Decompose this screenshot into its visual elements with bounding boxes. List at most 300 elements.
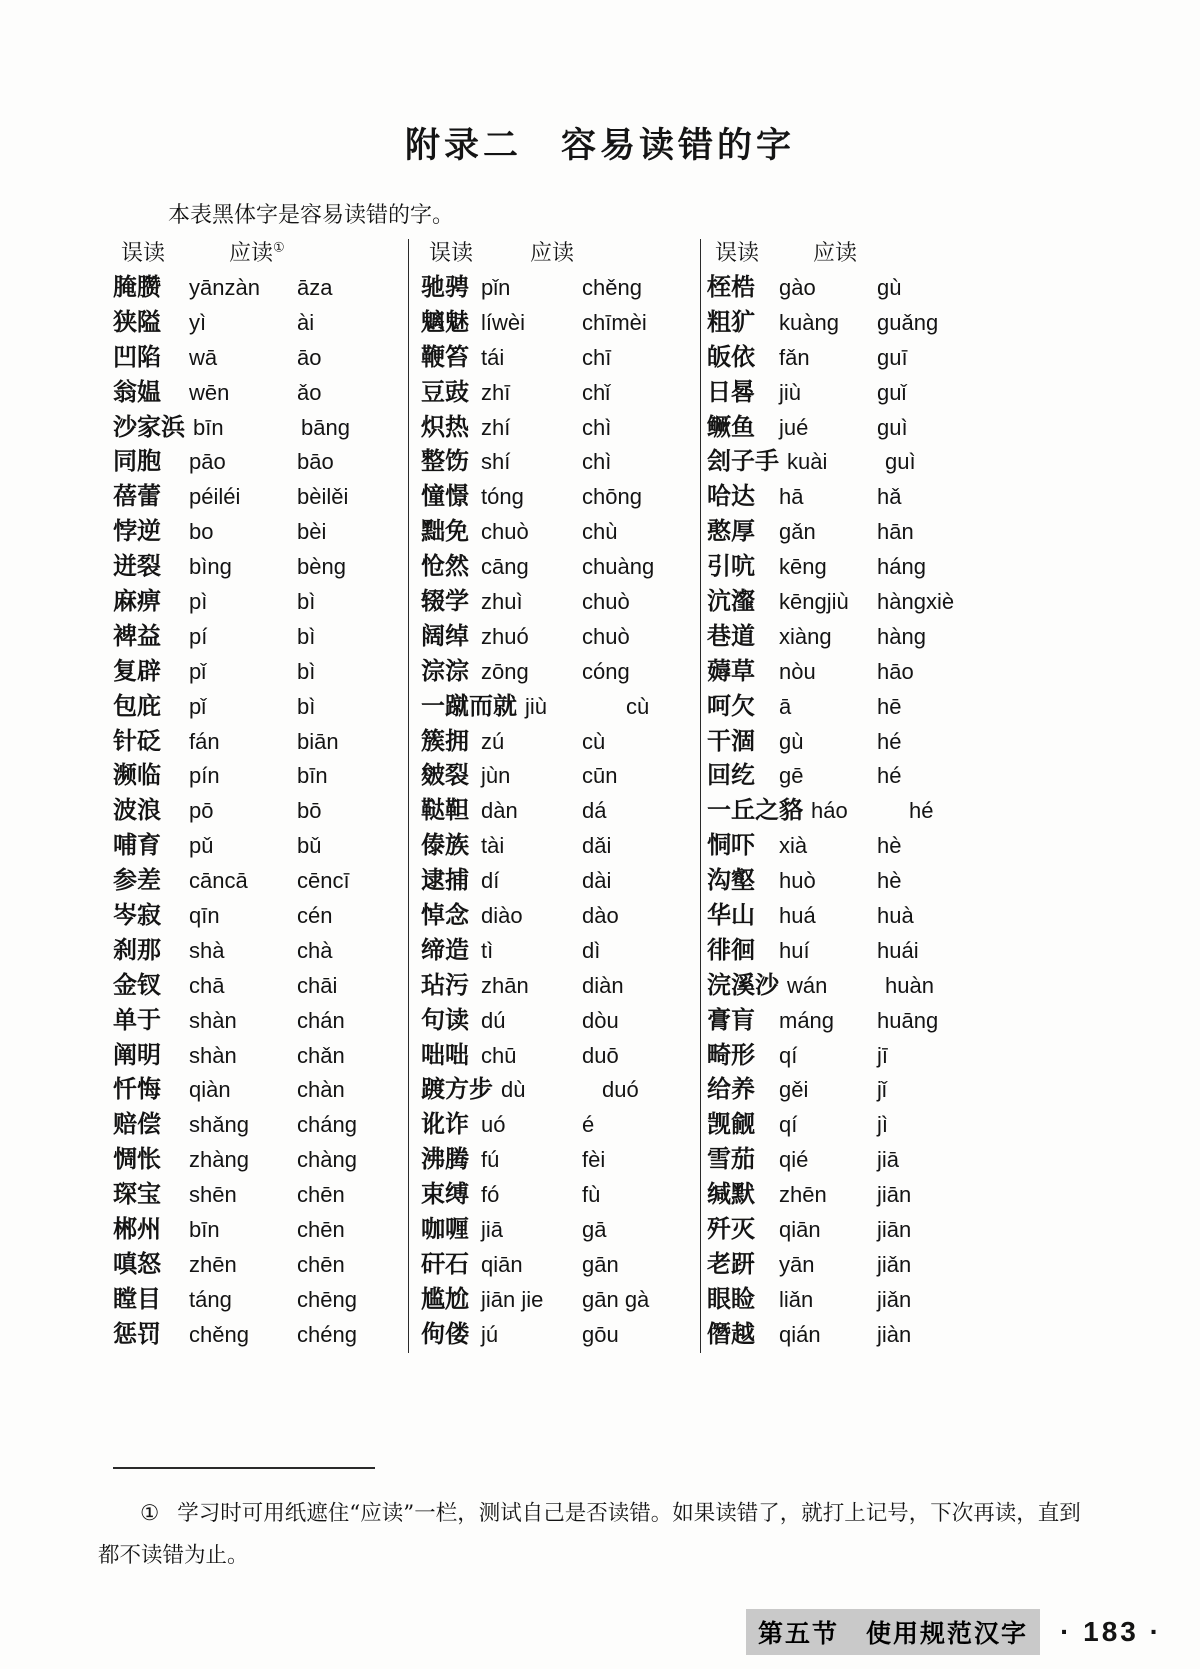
misread-pinyin: cāng (481, 554, 529, 580)
table-row (421, 1178, 700, 1213)
misread-pinyin: dàn (481, 798, 518, 824)
misread-pinyin: wā (189, 344, 218, 370)
hanzi-word: 刹那 (113, 936, 161, 964)
misread-pinyin: jiān jie (481, 1286, 544, 1312)
hanzi-word: 沸腾 (421, 1146, 469, 1174)
intro-note: 本表黑体字是容易读错的字。 (168, 203, 455, 228)
misread-pinyin: háo (811, 798, 848, 824)
correct-pinyin: chǎn (297, 1042, 345, 1068)
table-row (113, 1178, 408, 1213)
misread-header: 误读 (429, 241, 474, 266)
hanzi-word: 悖逆 (113, 518, 161, 546)
misread-pinyin: shǎng (189, 1112, 249, 1138)
misread-pinyin: gǎn (779, 519, 816, 545)
table-row (421, 1004, 700, 1039)
misread-pinyin: jùn (481, 763, 511, 789)
table-row (707, 1178, 1180, 1213)
hanzi-word: 整饬 (421, 448, 469, 476)
table-row (707, 1143, 1180, 1178)
correct-pinyin: chāi (297, 972, 338, 998)
correct-pinyin: bèilěi (297, 484, 349, 510)
hanzi-word: 华山 (707, 902, 755, 930)
correct-header: 应读 (813, 241, 858, 266)
hanzi-word: 阔绰 (421, 622, 469, 650)
table-row (421, 1143, 700, 1178)
table-row (421, 1213, 700, 1248)
misread-pinyin: hā (779, 484, 804, 510)
correct-pinyin: diàn (582, 972, 624, 998)
misread-pinyin: zhí (481, 414, 511, 440)
misread-pinyin: nòu (779, 658, 816, 684)
correct-pinyin: hè (877, 868, 902, 894)
hanzi-word: 鳜鱼 (707, 413, 755, 441)
section-badge: 第五节 使用规范汉字 (746, 1609, 1040, 1655)
table-row (113, 794, 408, 829)
hanzi-word: 郴州 (113, 1216, 161, 1244)
correct-pinyin: cù (626, 693, 650, 719)
misread-pinyin: uó (481, 1112, 506, 1138)
misread-pinyin: tài (481, 833, 505, 859)
misread-pinyin: chěng (189, 1321, 249, 1347)
table-row (707, 864, 1180, 899)
table-row (113, 341, 408, 376)
hanzi-word: 膏肓 (707, 1006, 755, 1034)
hanzi-word: 琛宝 (113, 1181, 161, 1209)
table-row (421, 1318, 700, 1353)
misread-pinyin: huá (779, 903, 816, 929)
hanzi-word: 缄默 (707, 1181, 755, 1209)
correct-pinyin: bèi (297, 519, 327, 545)
misread-pinyin: pǐ (189, 693, 207, 719)
correct-pinyin: bì (297, 693, 316, 719)
table-row (707, 1248, 1180, 1283)
correct-pinyin: biān (297, 728, 339, 754)
misread-pinyin: bìng (189, 554, 232, 580)
table-row (421, 1039, 700, 1074)
table-row (113, 864, 408, 899)
table-row (113, 655, 408, 690)
pronunciation-table (113, 239, 1200, 1353)
correct-pinyin: huāng (877, 1007, 939, 1033)
footnote-divider (113, 1467, 375, 1470)
misread-pinyin: jú (481, 1321, 499, 1347)
table-row (421, 585, 700, 620)
page-footer (746, 1609, 1162, 1655)
misread-pinyin: pǐ (189, 658, 207, 684)
misread-pinyin: gù (779, 728, 804, 754)
correct-pinyin: dǎi (582, 833, 612, 859)
footnote-ref-marker: ① (273, 240, 285, 256)
correct-pinyin: hǎ (877, 484, 902, 510)
correct-pinyin: chà (297, 937, 333, 963)
hanzi-word: 佝偻 (421, 1320, 469, 1348)
correct-pinyin: chēn (297, 1182, 345, 1208)
hanzi-word: 干涸 (707, 727, 755, 755)
footnote-marker: ① (140, 1501, 160, 1527)
hanzi-word: 畸形 (707, 1041, 755, 1069)
hanzi-word: 矸石 (421, 1250, 469, 1278)
hanzi-word: 针砭 (113, 727, 161, 755)
hanzi-word: 傣族 (421, 832, 469, 860)
misread-pinyin: pín (189, 763, 220, 789)
page-number: · 183 · (1060, 1616, 1162, 1647)
hanzi-word: 哈达 (707, 483, 755, 511)
table-row (113, 306, 408, 341)
correct-pinyin: chī (582, 344, 612, 370)
hanzi-word: 眼睑 (707, 1285, 755, 1313)
misread-header: 误读 (121, 241, 166, 266)
hanzi-word: 逮捕 (421, 867, 469, 895)
correct-pinyin: cù (582, 728, 606, 754)
hanzi-word: 麻痹 (113, 588, 161, 616)
misread-pinyin: cāncā (189, 868, 248, 894)
misread-pinyin: zú (481, 728, 505, 754)
hanzi-word: 蓓蕾 (113, 483, 161, 511)
correct-pinyin: bīn (297, 763, 328, 789)
table-row (113, 445, 408, 480)
table-row (707, 341, 1180, 376)
correct-pinyin: é (582, 1112, 595, 1138)
hanzi-word: 炽热 (421, 413, 469, 441)
correct-pinyin: hàngxiè (877, 589, 955, 615)
correct-pinyin: bì (297, 589, 316, 615)
correct-pinyin: chì (582, 449, 612, 475)
column-header (113, 239, 408, 269)
misread-pinyin: fǎn (779, 344, 810, 370)
table-row (421, 725, 700, 760)
table-row (113, 759, 408, 794)
misread-pinyin: xiàng (779, 623, 832, 649)
correct-pinyin: chǐ (582, 379, 611, 405)
hanzi-word: 回纥 (707, 762, 755, 790)
hanzi-word: 薅草 (707, 657, 755, 685)
hanzi-word: 桎梏 (707, 274, 755, 301)
hanzi-word: 辍学 (421, 588, 469, 616)
table-row (707, 1073, 1180, 1108)
misread-pinyin: zhān (481, 972, 529, 998)
correct-pinyin: jiān (877, 1182, 912, 1208)
hanzi-word: 皴裂 (421, 762, 469, 790)
misread-pinyin: wán (787, 972, 828, 998)
correct-pinyin: bèng (297, 554, 346, 580)
table-row (113, 934, 408, 969)
correct-pinyin: chěng (582, 275, 642, 300)
hanzi-word: 粗犷 (707, 308, 755, 336)
correct-pinyin: hàng (877, 623, 926, 649)
correct-pinyin: chán (297, 1007, 345, 1033)
correct-pinyin: chōng (582, 484, 642, 510)
table-row (421, 306, 700, 341)
misread-pinyin: dí (481, 868, 500, 894)
misread-pinyin: pō (189, 798, 214, 824)
correct-pinyin: jiān (877, 1217, 912, 1243)
hanzi-word: 束缚 (421, 1181, 469, 1209)
correct-pinyin: bì (297, 623, 316, 649)
misread-pinyin: zhàng (189, 1147, 249, 1173)
hanzi-word: 给养 (707, 1076, 755, 1104)
table-row (707, 1108, 1180, 1143)
correct-pinyin: dá (582, 798, 607, 824)
hanzi-word: 狭隘 (113, 308, 161, 336)
correct-pinyin: hé (909, 798, 934, 824)
correct-pinyin: gōu (582, 1321, 619, 1347)
hanzi-word: 豆豉 (421, 378, 469, 406)
hanzi-word: 参差 (113, 867, 161, 895)
table-row (113, 1039, 408, 1074)
correct-pinyin: jiǎn (877, 1251, 912, 1277)
misread-pinyin: gěi (779, 1077, 809, 1103)
correct-pinyin: huàn (885, 972, 934, 998)
correct-pinyin: hè (877, 833, 902, 859)
hanzi-word: 阐明 (113, 1041, 161, 1069)
hanzi-word: 迸裂 (113, 553, 161, 581)
misread-pinyin: huí (779, 937, 810, 963)
table-row (707, 934, 1180, 969)
hanzi-word: 咖喱 (421, 1216, 469, 1244)
misread-pinyin: qīn (189, 903, 220, 929)
hanzi-word: 恫吓 (707, 832, 755, 860)
misread-pinyin: kēng (779, 554, 827, 580)
table-column-2 (408, 239, 700, 1353)
hanzi-word: 魑魅 (421, 308, 469, 336)
correct-pinyin: āza (297, 275, 333, 300)
hanzi-word: 浣溪沙 (707, 971, 779, 999)
hanzi-word: 同胞 (113, 448, 161, 476)
correct-pinyin: cūn (582, 763, 618, 789)
misread-pinyin: shàn (189, 1007, 237, 1033)
hanzi-word: 凹陷 (113, 343, 161, 371)
misread-pinyin: bo (189, 519, 214, 545)
misread-pinyin: gē (779, 763, 804, 789)
misread-pinyin: qiān (779, 1217, 821, 1243)
table-row (113, 899, 408, 934)
correct-pinyin: chì (582, 414, 612, 440)
correct-pinyin: jiàn (877, 1321, 912, 1347)
misread-pinyin: yān (779, 1251, 815, 1277)
table-row (707, 899, 1180, 934)
table-row (707, 794, 1180, 829)
hanzi-word: 复辟 (113, 657, 161, 685)
table-row (113, 1143, 408, 1178)
hanzi-word: 引吭 (707, 553, 755, 581)
table-row (113, 550, 408, 585)
table-row (113, 829, 408, 864)
correct-pinyin: cóng (582, 658, 630, 684)
table-row (707, 480, 1180, 515)
correct-pinyin: guī (877, 344, 908, 370)
misread-pinyin: bīn (189, 1217, 220, 1243)
table-row (421, 899, 700, 934)
hanzi-word: 一蹴而就 (421, 692, 517, 720)
correct-pinyin: bāo (297, 449, 334, 475)
table-row (707, 1318, 1180, 1353)
misread-pinyin: pǐn (481, 275, 511, 300)
hanzi-word: 歼灭 (707, 1216, 755, 1244)
hanzi-word: 徘徊 (707, 936, 755, 964)
table-row (113, 1073, 408, 1108)
correct-header: 应读 (530, 241, 575, 266)
table-row (113, 969, 408, 1004)
table-row (113, 1108, 408, 1143)
misread-pinyin: shēn (189, 1182, 237, 1208)
table-row (421, 655, 700, 690)
correct-pinyin: dào (582, 903, 619, 929)
misread-pinyin: qián (779, 1321, 821, 1347)
table-row (113, 1318, 408, 1353)
table-row (707, 725, 1180, 760)
hanzi-word: 皈依 (707, 343, 755, 371)
hanzi-word: 老趼 (707, 1250, 755, 1278)
misread-pinyin: qié (779, 1147, 809, 1173)
hanzi-word: 波浪 (113, 797, 161, 825)
correct-pinyin: fù (582, 1182, 601, 1208)
correct-pinyin: gān gà (582, 1286, 650, 1312)
misread-pinyin: fó (481, 1182, 500, 1208)
hanzi-word: 踱方步 (421, 1076, 493, 1104)
misread-pinyin: zhuó (481, 623, 529, 649)
misread-header: 误读 (715, 241, 760, 266)
correct-pinyin: chēn (297, 1217, 345, 1243)
correct-pinyin: dài (582, 868, 612, 894)
hanzi-word: 濒临 (113, 762, 161, 790)
misread-pinyin: dù (501, 1077, 526, 1103)
hanzi-word: 沙家浜 (113, 413, 185, 441)
hanzi-word: 悼念 (421, 902, 469, 930)
misread-pinyin: jiā (481, 1217, 504, 1243)
correct-pinyin: chīmèi (582, 309, 647, 335)
misread-pinyin: tái (481, 344, 505, 370)
correct-pinyin: bǔ (297, 833, 322, 859)
hanzi-word: 尴尬 (421, 1285, 469, 1313)
correct-pinyin: jǐ (877, 1077, 887, 1103)
hanzi-word: 单于 (113, 1006, 161, 1034)
misread-pinyin: zhēn (779, 1182, 827, 1208)
misread-pinyin: wēn (189, 379, 230, 405)
hanzi-word: 雪茄 (707, 1146, 755, 1174)
hanzi-word: 金钗 (113, 971, 161, 999)
hanzi-word: 僭越 (707, 1320, 755, 1348)
hanzi-word: 翁媪 (113, 378, 161, 406)
hanzi-word: 裨益 (113, 622, 161, 650)
misread-pinyin: chuò (481, 519, 529, 545)
table-row (421, 376, 700, 411)
table-row (707, 655, 1180, 690)
correct-pinyin: ǎo (297, 379, 322, 405)
correct-pinyin: chuò (582, 589, 630, 615)
table-row (113, 411, 408, 446)
hanzi-word: 黜免 (421, 518, 469, 546)
table-row (421, 934, 700, 969)
misread-pinyin: ā (779, 693, 792, 719)
misread-pinyin: xià (779, 833, 808, 859)
hanzi-word: 缔造 (421, 936, 469, 964)
table-row (707, 1039, 1180, 1074)
table-row (113, 271, 408, 306)
table-row (421, 1073, 700, 1108)
correct-pinyin: bāng (301, 414, 350, 440)
table-row (421, 341, 700, 376)
table-row (421, 620, 700, 655)
misread-pinyin: kēngjiù (779, 589, 849, 615)
misread-pinyin: chū (481, 1042, 517, 1068)
table-row (113, 515, 408, 550)
hanzi-word: 鞑靼 (421, 797, 469, 825)
hanzi-word: 哺育 (113, 832, 161, 860)
table-row (707, 620, 1180, 655)
correct-pinyin: chàn (297, 1077, 345, 1103)
correct-pinyin: háng (877, 554, 926, 580)
misread-pinyin: fán (189, 728, 220, 754)
correct-pinyin: cēncī (297, 868, 350, 894)
table-row (707, 690, 1180, 725)
misread-pinyin: máng (779, 1007, 835, 1033)
table-row (707, 550, 1180, 585)
hanzi-word: 岑寂 (113, 902, 161, 930)
table-row (421, 759, 700, 794)
misread-pinyin: líwèi (481, 309, 526, 335)
correct-pinyin: cháng (297, 1112, 357, 1138)
misread-pinyin: pǔ (189, 833, 214, 859)
misread-pinyin: yānzàn (189, 275, 260, 300)
column-header (421, 239, 700, 269)
hanzi-word: 嗔怒 (113, 1250, 161, 1278)
misread-pinyin: qí (779, 1042, 798, 1068)
correct-pinyin: guǐ (877, 379, 907, 405)
misread-pinyin: fú (481, 1147, 500, 1173)
table-row (707, 1213, 1180, 1248)
hanzi-word: 惆怅 (113, 1146, 161, 1174)
table-row (421, 515, 700, 550)
table-row (421, 1283, 700, 1318)
hanzi-word: 刽子手 (707, 448, 779, 476)
hanzi-word: 沟壑 (707, 867, 755, 895)
misread-pinyin: kuàng (779, 309, 839, 335)
column-header (707, 239, 1180, 269)
correct-pinyin: dòu (582, 1007, 619, 1033)
table-row (421, 480, 700, 515)
misread-pinyin: táng (189, 1286, 232, 1312)
table-row (421, 550, 700, 585)
correct-pinyin: hé (877, 763, 902, 789)
table-row (707, 1283, 1180, 1318)
table-row (421, 969, 700, 1004)
table-row (113, 690, 408, 725)
hanzi-word: 呵欠 (707, 692, 755, 720)
correct-pinyin: huái (877, 937, 919, 963)
correct-pinyin: chuàng (582, 554, 655, 580)
correct-pinyin: hān (877, 519, 914, 545)
table-row (113, 1004, 408, 1039)
table-row (707, 376, 1180, 411)
misread-pinyin: tì (481, 937, 494, 963)
table-row (113, 480, 408, 515)
table-row (421, 1248, 700, 1283)
hanzi-word: 一丘之貉 (707, 797, 803, 825)
misread-pinyin: zhī (481, 379, 511, 405)
table-row (707, 271, 1180, 306)
correct-pinyin: fèi (582, 1147, 606, 1173)
correct-header: 应读① (229, 240, 285, 266)
correct-pinyin: hāo (877, 658, 914, 684)
hanzi-word: 忏悔 (113, 1076, 161, 1104)
table-row (113, 1283, 408, 1318)
correct-pinyin: chéng (297, 1321, 357, 1347)
misread-pinyin: pì (189, 589, 208, 615)
table-row (707, 585, 1180, 620)
misread-pinyin: chā (189, 972, 225, 998)
correct-pinyin: guǎng (877, 309, 939, 335)
correct-pinyin: duō (582, 1042, 619, 1068)
